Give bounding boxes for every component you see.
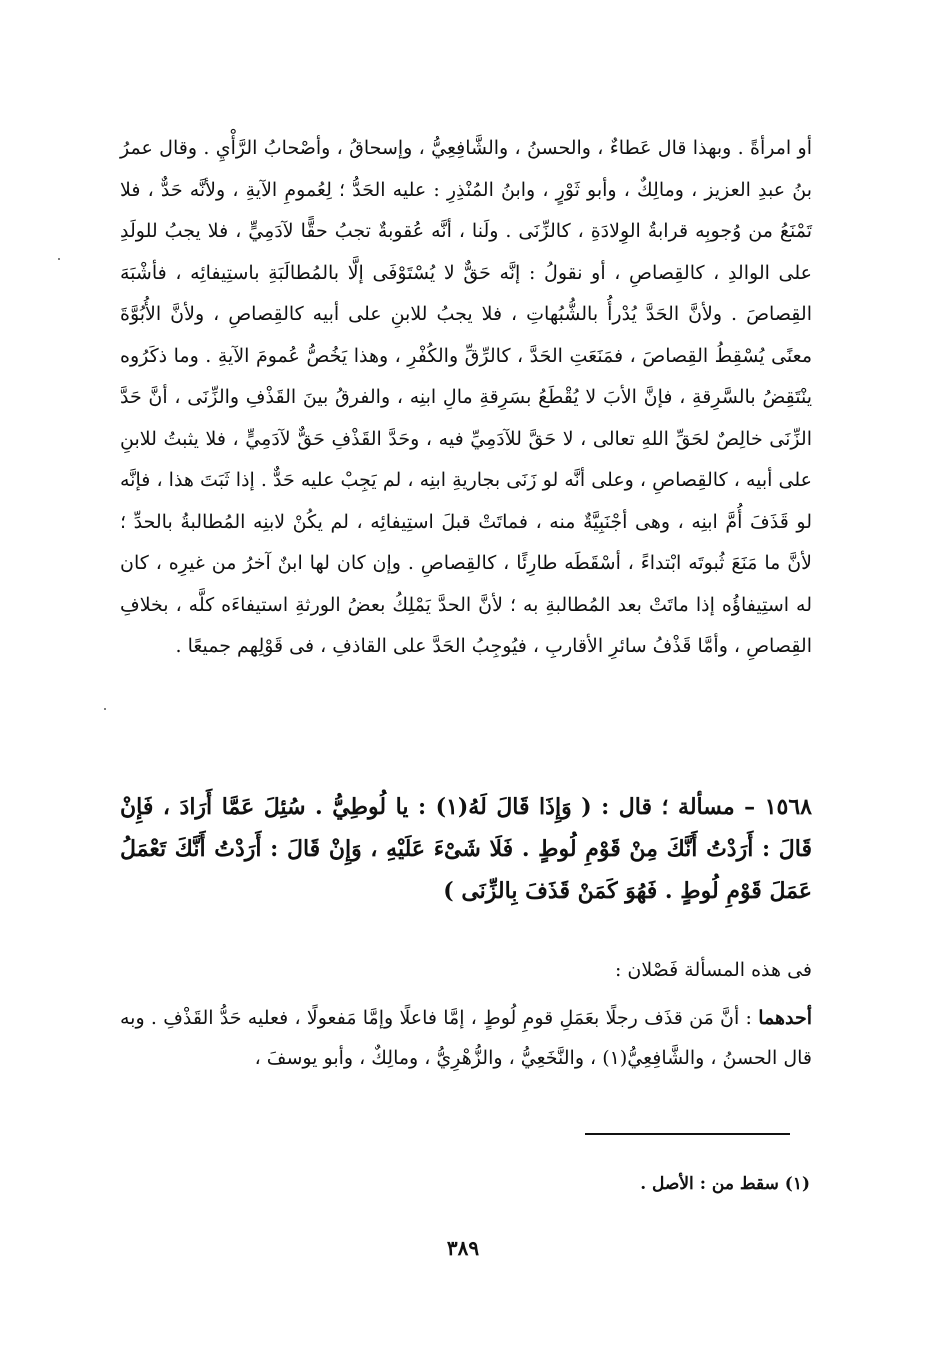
footnote-divider <box>585 1133 790 1135</box>
first-section-lead: أحدهما <box>758 1007 812 1029</box>
paragraph-sections-intro: فى هذه المسألة فَصْلان : <box>614 959 812 981</box>
page-number: ٣٨٩ <box>446 1236 480 1260</box>
paragraph-masala-heading <box>120 786 812 912</box>
scan-speck <box>58 258 60 260</box>
paragraph-main-discussion: أو امرأةً . وبهذا قال عَطاءٌ ، والحسنُ ، والشَّافِعِيُّ ، وإسحاقُ ، وأصْحابُ الرَّأْيِ . وقال عمرُ بنُ عبدِ العزيز ، ومالِكٌ ، وأبو ثَوْرٍ ، وابنُ المُنْذِرِ : عليه الحَدُّ ؛ لِعُمومِ الآيةِ ، ولأنَّه حَدٌّ ، فلا تَمْنَعُ من وُجوبِه قرابةُ الوِلادَةِ ، كالزِّنَى . ولَنا ، أنَّه عُقوبةٌ تجبُ حقًّا لآدَمِيٍّ ، فلا يجبُ للولَدِ على الوالدِ ، كالقِصاصِ ، أو نقولُ : إنَّه حَقٌّ لا يُسْتَوْفَى إلَّا بالمُطالَبَةِ باستِيفائِه ، فأشْبَهَ القِصاصَ . ولأنَّ الحَدَّ يُدْرأُ بالشُّبُهاتِ ، فلا يجبُ للابنِ على أبيه كالقِصاصِ ، ولأنَّ الأُبُوَّةَ معنًى يُسْقِطُ القِصاصَ ، فمَنَعَتِ الحَدَّ ، كالرِّقِّ والكُفْرِ ، وهذا يَخُصُّ عُمومَ الآيةِ . وما ذكَرُوه ينْتَقِضُ بالسَّرِقةِ ، فإنَّ الأبَ لا يُقْطَعُ بسَرِقةِ مالِ ابنِه ، والفرقُ بينَ القَذْفِ والزِّنَى ، أنَّ حَدَّ الزِّنَى خالِصٌ لحَقِّ اللهِ تعالى ، لا حَقَّ للآدَمِيِّ فيه ، وحَدَّ القَذْفِ حَقٌّ لآدَمِيٍّ ، فلا يثبتُ للابنِ على أبيه ، كالقِصاصِ ، وعلى أنَّه لو زَنَى بجاريةِ ابنِه ، لم يَجِبْ عليه حَدٌّ . إذا ثَبَتَ هذا ، فإنَّه لو قَذَفَ أُمَّ ابنِه ، وهى أجْنَبِيَّةٌ منه ، فماتَتْ قبلَ استِيفائِه ، لم يكُنْ لابنِه المُطالبةُ بالحدِّ ؛ لأنَّ ما مَنَعَ ثُبوتَه ابْتداءً ، أسْقَطَه طارِئًا ، كالقِصاصِ . وإن كان لها ابنٌ آخرُ من غيرِه ، كان له استِيفاؤُه إذا ماتَتْ بعد المُطالبةِ به ؛ لأنَّ الحدَّ يَمْلِكُ بعضُ الورثةِ استيفاءَه كلَّه ، بخلافِ القِصاصِ ، وأمَّا قَذْفُ سائرِ الأقاربِ ، فيُوجِبُ الحَدَّ على القاذفِ ، فى قَوْلِهم جميعًا . <box>120 137 812 657</box>
first-section-text: : أنَّ مَن قذَف رجلًا بعَمَلِ قومِ لُوطٍ ، إمَّا فاعلًا وإمَّا مَفعولًا ، فعليه حَدُّ القَذْفِ . وبه قال الحسنُ ، والشَّافِعِيُّ(١) ، والنَّخَعِيُّ ، والزُّهْرِيُّ ، ومالِكٌ ، وأبو يوسفَ ، <box>120 1007 812 1069</box>
masala-number: ١٥٦٨ <box>764 794 812 820</box>
paragraph-first-section <box>120 998 812 1078</box>
masala-text: – مسألة ؛ قال : ( وَإِذَا قَالَ لَهُ(١) : يا لُوطِيُّ . سُئِلَ عَمَّا أَرَادَ ، فَإِنْ قَالَ : أَرَدْتُ أَنَّكَ مِنْ قَوْمِ لُوطٍ . فَلَا شَىْءَ عَلَيْهِ ، وَإِنْ قَالَ : أَرَدْتُ أَنَّكَ تَعْمَلُ عَمَلَ قَوْمِ لُوطٍ . فَهُوَ كَمَنْ قَذَفَ بِالزِّنَى ) <box>120 794 812 904</box>
footnote: (١) سقط من : الأصل . <box>640 1174 810 1194</box>
scan-speck <box>104 708 106 710</box>
